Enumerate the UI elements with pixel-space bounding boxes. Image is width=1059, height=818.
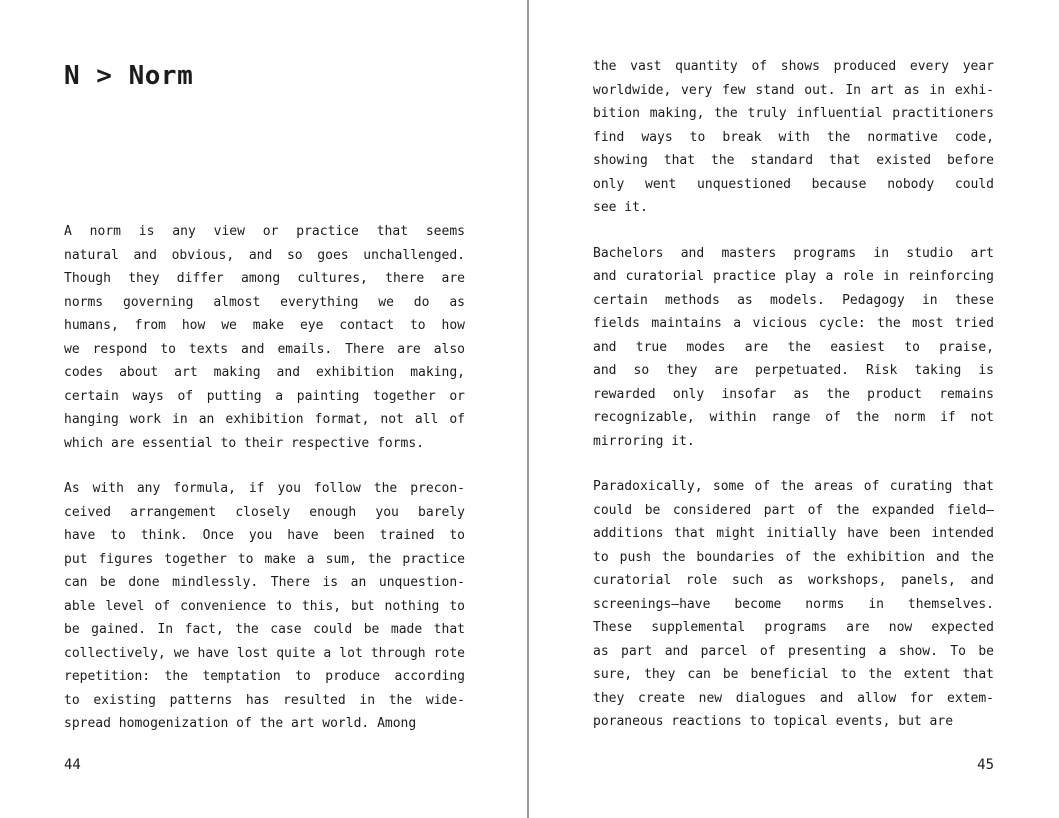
text-line: able level of convenience to this, but nothing to bbox=[64, 598, 465, 614]
text-line: Though they differ among cultures, there are bbox=[64, 271, 465, 286]
text-line: have to think. Once you have been trained to bbox=[64, 528, 465, 543]
text-line: certain methods as models. Pedagogy in these bbox=[593, 292, 994, 308]
left-page-body bbox=[64, 220, 465, 736]
paragraph bbox=[593, 55, 994, 220]
text-line: poraneous reactions to topical events, but are bbox=[593, 714, 954, 729]
page-number-left: 44 bbox=[64, 757, 81, 773]
text-line: recognizable, within range of the norm if not bbox=[593, 410, 994, 425]
text-line: bition making, the truly influential practitioners bbox=[593, 106, 994, 121]
text-line: Paradoxically, some of the areas of curating that bbox=[593, 479, 994, 494]
paragraph bbox=[64, 477, 465, 736]
paragraph bbox=[593, 475, 994, 734]
text-line: humans, from how we make eye contact to how bbox=[64, 318, 465, 333]
chapter-title: N > Norm bbox=[64, 61, 194, 91]
text-line: they create new dialogues and allow for extem- bbox=[593, 690, 994, 706]
text-line: and curatorial practice play a role in reinforcing bbox=[593, 269, 994, 284]
text-line: the vast quantity of shows produced every year bbox=[593, 59, 994, 74]
text-line: hanging work in an exhibition format, not all of bbox=[64, 412, 465, 427]
text-line: A norm is any view or practice that seems bbox=[64, 224, 465, 239]
text-line: sure, they can be beneficial to the extent that bbox=[593, 667, 994, 682]
text-line: fields maintains a vicious cycle: the most tried bbox=[593, 316, 994, 331]
page-number-right: 45 bbox=[977, 757, 994, 773]
paragraph bbox=[593, 242, 994, 454]
text-line: mirroring it. bbox=[593, 433, 695, 449]
spine-divider bbox=[527, 0, 529, 818]
text-line: norms governing almost everything we do as bbox=[64, 294, 465, 310]
text-line: see it. bbox=[593, 200, 648, 215]
text-line: additions that might initially have been intended bbox=[593, 526, 994, 541]
text-line: These supplemental programs are now expected bbox=[593, 620, 994, 635]
text-line: be gained. In fact, the case could be made that bbox=[64, 622, 465, 637]
text-line: curatorial role such as workshops, panels, and bbox=[593, 573, 994, 588]
text-line: rewarded only insofar as the product remains bbox=[593, 386, 994, 402]
text-line: As with any formula, if you follow the precon- bbox=[64, 481, 465, 496]
text-line: codes about art making and exhibition making, bbox=[64, 365, 465, 380]
text-line: put figures together to make a sum, the practice bbox=[64, 551, 465, 567]
text-line: to existing patterns has resulted in the wide- bbox=[64, 692, 465, 708]
text-line: showing that the standard that existed before bbox=[593, 153, 994, 168]
text-line: Bachelors and masters programs in studio art bbox=[593, 245, 994, 261]
text-line: and so they are perpetuated. Risk taking is bbox=[593, 363, 994, 378]
text-line: worldwide, very few stand out. In art as in exhi- bbox=[593, 82, 994, 98]
paragraph bbox=[64, 220, 465, 455]
text-line: only went unquestioned because nobody could bbox=[593, 176, 994, 192]
text-line: collectively, we have lost quite a lot through rote bbox=[64, 645, 465, 661]
text-line: could be considered part of the expanded field— bbox=[593, 502, 994, 518]
text-line: to push the boundaries of the exhibition and the bbox=[593, 549, 994, 565]
text-line: which are essential to their respective forms. bbox=[64, 435, 425, 451]
text-line: natural and obvious, and so goes unchallenged. bbox=[64, 247, 465, 263]
text-line: we respond to texts and emails. There are also bbox=[64, 341, 465, 357]
text-line: repetition: the temptation to produce according bbox=[64, 669, 465, 684]
text-line: spread homogenization of the art world. Among bbox=[64, 716, 417, 731]
text-line: as part and parcel of presenting a show. To be bbox=[593, 643, 994, 659]
text-line: find ways to break with the normative code, bbox=[593, 129, 994, 145]
text-line: certain ways of putting a painting together or bbox=[64, 388, 465, 404]
text-line: and true modes are the easiest to praise, bbox=[593, 339, 994, 355]
right-page-body bbox=[593, 55, 994, 734]
text-line: ceived arrangement closely enough you barely bbox=[64, 504, 465, 520]
text-line: screenings—have become norms in themselves. bbox=[593, 596, 994, 612]
text-line: can be done mindlessly. There is an unquestion- bbox=[64, 575, 465, 590]
